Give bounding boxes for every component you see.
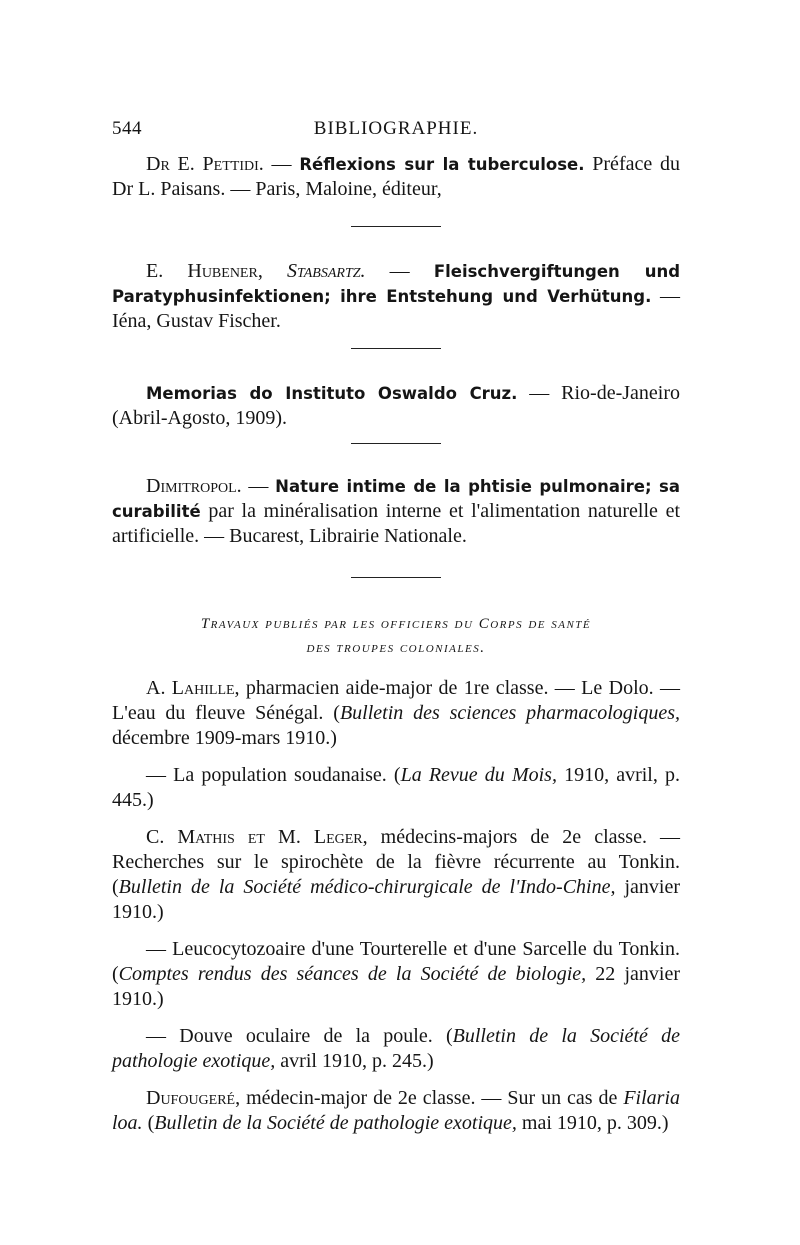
- section-title-line-2: des troupes coloniales.: [306, 640, 486, 656]
- item-author: A. Lahille,: [146, 677, 240, 699]
- entry-publication: — Rio-de-Janeiro (Abril-Agosto, 1909).: [112, 382, 680, 429]
- bibliography-entry: E. Hubener, Stabsartz. — Fleischvergiftungen und Paratyphusinfektionen; ihre Entstehung und Verhütung. — Iéna, Gustav Fischer.: [112, 260, 681, 332]
- entry-author: Dimitropol.: [146, 475, 242, 497]
- entry-author: Dr E. Pettidi.: [146, 153, 264, 175]
- entry-coauthor: Stabsartz.: [286, 260, 366, 282]
- running-title: BIBLIOGRAPHIE.: [313, 118, 479, 139]
- item-journal: La Revue du Mois,: [400, 764, 557, 786]
- bibliography-entry: [112, 381, 680, 431]
- bibliography-entry: Dimitropol. — Nature intime de la phtisie pulmonaire; sa curabilité par la minéralisation interne et l'alimentation naturelle et artificielle. — Bucarest, Librairie Nationale.: [112, 475, 681, 547]
- entry-publication: par la minéralisation interne et l'alimentation naturelle et artificielle. — Bucarest, Librairie Nationale.: [112, 500, 680, 547]
- item-journal: Bulletin de la Société de pathologie exotique,: [154, 1112, 517, 1134]
- entry-author: E. Hubener,: [146, 260, 263, 282]
- section-heading: [112, 612, 680, 660]
- item-journal: Bulletin de la Société de pathologie exotique,: [112, 1025, 680, 1072]
- entry-publication: Préface du Dr L. Paisans. — Paris, Maloine, éditeur,: [112, 153, 681, 200]
- item-journal: Bulletin de la Société médico-chirurgicale de l'Indo-Chine,: [118, 876, 616, 898]
- page-number: 544: [112, 118, 142, 139]
- entry-title: Réflexions sur la tuberculose.: [299, 155, 585, 174]
- item-author: C. Mathis et M. Leger,: [146, 826, 368, 848]
- entry-title: Fleischvergiftungen und Paratyphusinfektionen; ihre Entstehung und Verhütung.: [112, 262, 681, 306]
- item-author: Dufougeré,: [146, 1087, 241, 1109]
- publication-item: Dufougeré, médecin-major de 2e classe. — Sur un cas de Filaria loa. (Bulletin de la Société de pathologie exotique, mai 1910, p. 309.): [112, 1087, 680, 1134]
- publication-item: A. Lahille, pharmacien aide-major de 1re classe. — Le Dolo. — L'eau du fleuve Sénégal. (Bulletin des sciences pharmacologiques, décembre 1909-mars 1910.): [112, 677, 680, 749]
- entry-title: Memorias do Instituto Oswaldo Cruz.: [146, 384, 518, 403]
- item-journal: Comptes rendus des séances de la Société de biologie,: [118, 963, 587, 985]
- page: [112, 112, 680, 1136]
- publication-item: — Leucocytozoaire d'une Tourterelle et d'une Sarcelle du Tonkin. (Comptes rendus des séances de la Société de biologie, 22 janvier 1910.): [112, 938, 680, 1010]
- running-header: [112, 112, 680, 152]
- publication-item: — Douve oculaire de la poule. (Bulletin de la Société de pathologie exotique, avril 1910, p. 245.): [112, 1025, 680, 1072]
- section-title-line-1: Travaux publiés par les officiers du Corps de santé: [200, 616, 592, 632]
- publication-item: — La population soudanaise. (La Revue du Mois, 1910, avril, p. 445.): [112, 764, 680, 811]
- bibliography-entry: Dr E. Pettidi. — Réflexions sur la tuberculose. Préface du Dr L. Paisans. — Paris, Maloine, éditeur,: [112, 153, 681, 200]
- entry-publication: — Iéna, Gustav Fischer.: [112, 285, 681, 332]
- item-species: Filaria loa.: [112, 1087, 680, 1134]
- entry-title: Nature intime de la phtisie pulmonaire; sa curabilité: [112, 477, 681, 521]
- publication-item: C. Mathis et M. Leger, médecins-majors de 2e classe. — Recherches sur le spirochète de la fièvre récurrente au Tonkin. (Bulletin de la Société médico-chirurgicale de l'Indo-Chine, janvier 1910.): [112, 826, 681, 923]
- item-journal: Bulletin des sciences pharmacologiques,: [339, 702, 680, 724]
